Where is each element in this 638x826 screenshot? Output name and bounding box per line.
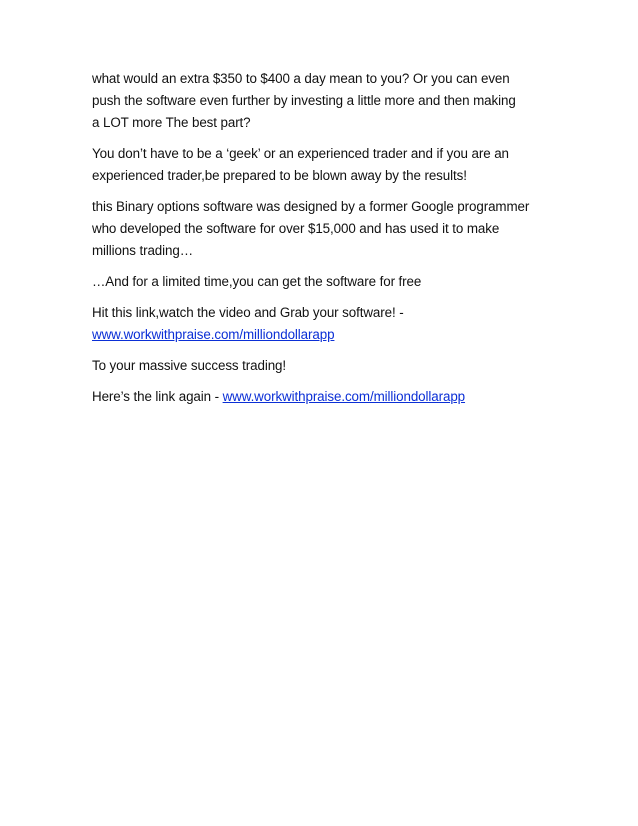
link-again-text: Here’s the link again - <box>92 389 223 404</box>
paragraph-extra-income: what would an extra $350 to $400 a day mean to you? Or you can even push the software even further by investing a little more and then making a LOT more The best part? <box>92 71 516 130</box>
paragraph-no-geek: You don’t have to be a ‘geek’ or an experienced trader and if you are an experienced trader,be prepared to be blown away by the results! <box>92 146 509 183</box>
software-link-again[interactable]: www.workwithpraise.com/milliondollarapp <box>222 389 466 404</box>
paragraph-closing: To your massive success trading! <box>92 358 287 373</box>
paragraph-hit-link <box>92 302 558 346</box>
paragraph-link-again <box>92 386 558 408</box>
document-body <box>92 68 558 417</box>
paragraph-software-origin: this Binary options software was designed by a former Google programmer who developed the software for over $15,000 and has used it to make millions trading… <box>92 199 530 258</box>
software-link[interactable]: www.workwithpraise.com/milliondollarapp <box>92 327 335 342</box>
paragraph-free-offer: …And for a limited time,you can get the software for free <box>92 274 422 289</box>
hit-link-text: Hit this link,watch the video and Grab your software! - <box>92 305 404 320</box>
